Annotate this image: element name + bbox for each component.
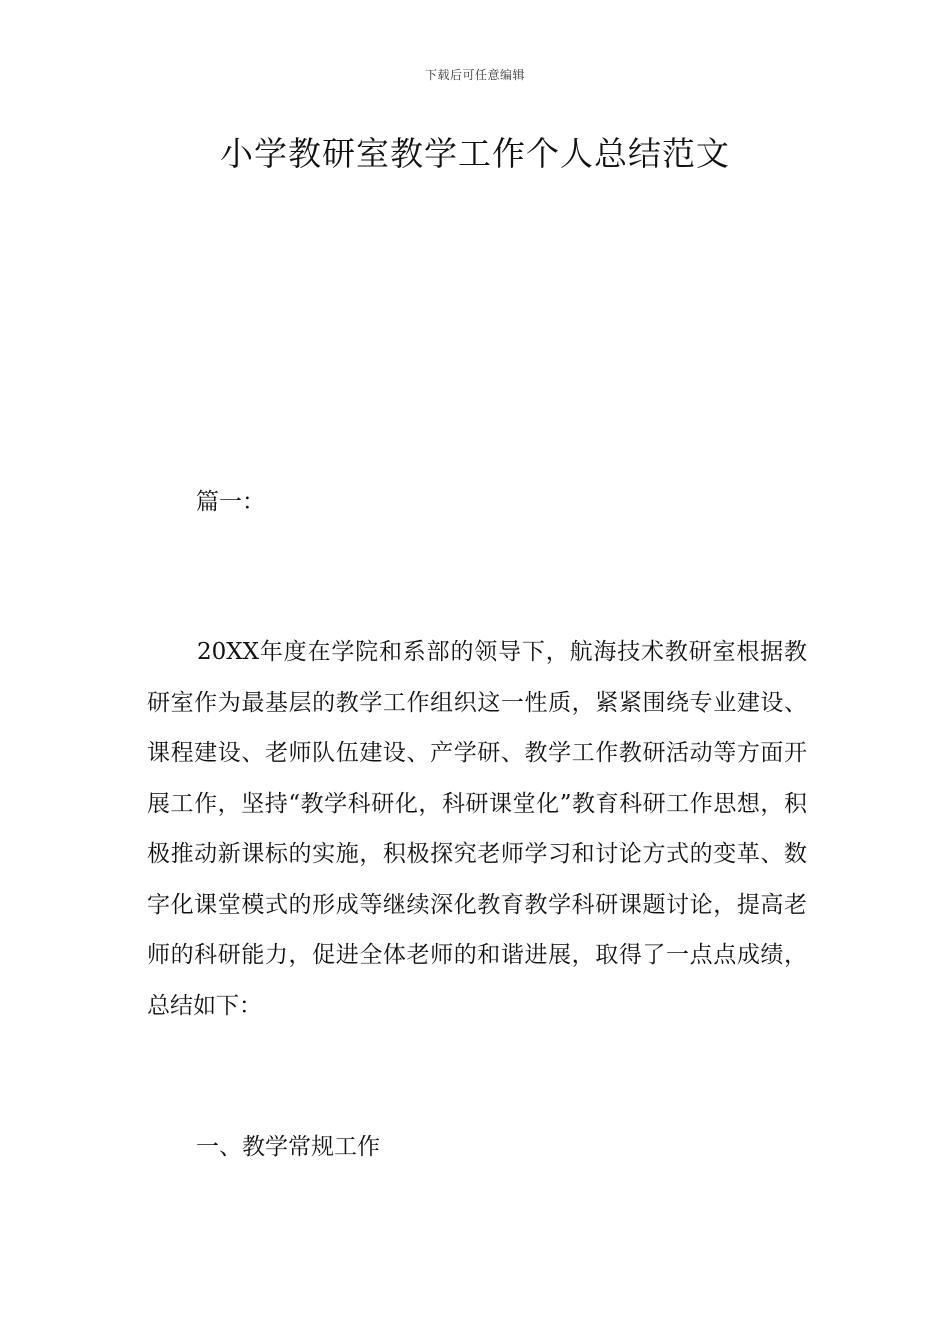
body-paragraph: 20XX年度在学院和系部的领导下，航海技术教研室根据教研室作为最基层的教学工作组织这一性质，紧紧围绕专业建设、课程建设、老师队伍建设、产学研、教学工作教研活动等方面开展工作，坚持“教学科研化，科研课堂化”教育科研工作思想，积极推动新课标的实施，积极探究老师学习和讨论方式的变革、数字化课堂模式的形成等继续深化教育教学科研课题讨论，提高老师的科研能力，促进全体老师的和谐进展，取得了一点点成绩，总结如下： bbox=[147, 639, 807, 1019]
header-note: 下载后可任意编辑 bbox=[424, 68, 525, 82]
section-label: 篇一： bbox=[196, 489, 265, 515]
subheading: 一、教学常规工作 bbox=[196, 1134, 380, 1160]
document-title: 小学教研室教学工作个人总结范文 bbox=[220, 134, 730, 173]
